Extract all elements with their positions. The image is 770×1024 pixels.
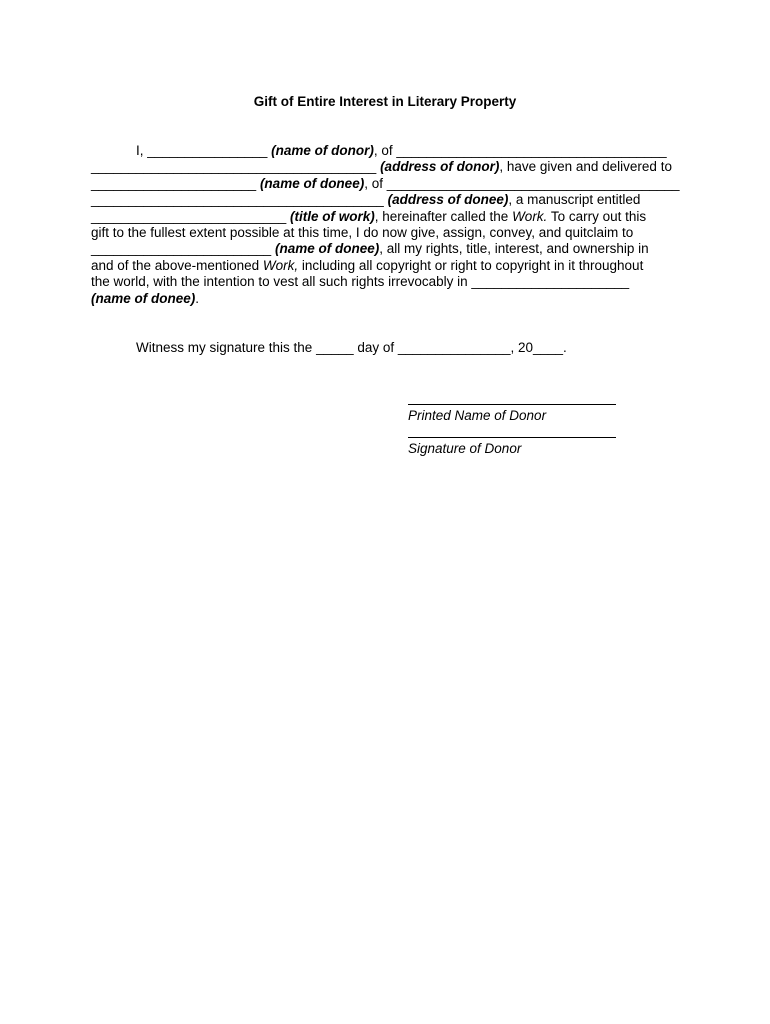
paragraph-text: and of the above-mentioned — [91, 257, 263, 273]
donee-name-label-2: (name of donee) — [274, 241, 380, 257]
donee-name-label-3: (name of donee) — [91, 290, 196, 306]
paragraph-line-9: the world, with the intention to vest all such rights irrevocably in _____________________ — [91, 274, 630, 290]
paragraph-text: , a manuscript entitled — [508, 192, 641, 208]
paragraph-line-6: gift to the fullest extent possible at this time, I do now give, assign, convey, and quitclaim to — [91, 225, 634, 241]
donee-name-blank-2: ________________________ — [91, 241, 275, 257]
paragraph-line-2 — [91, 159, 691, 175]
paragraph-text: , all my rights, title, interest, and ownership in — [379, 241, 649, 257]
printed-name-label: Printed Name of Donor — [408, 408, 547, 423]
paragraph-line-1 — [91, 143, 691, 159]
donee-name-blank: ______________________ — [91, 175, 260, 191]
paragraph-line-3 — [91, 176, 691, 192]
paragraph-line-7 — [91, 241, 691, 257]
signature-block — [408, 437, 616, 457]
paragraph-text: including all copyright or right to copyright in it throughout — [298, 257, 644, 273]
gift-paragraph — [91, 143, 691, 307]
document-title: Gift of Entire Interest in Literary Property — [253, 94, 517, 109]
work-term-2: Work, — [262, 257, 299, 273]
paragraph-line-8 — [91, 258, 691, 274]
paragraph-text: To carry out this — [547, 208, 647, 224]
donor-name-label: (name of donor) — [271, 143, 374, 158]
work-title-label: (title of work) — [289, 208, 375, 224]
donor-address-label: (address of donor) — [380, 159, 500, 175]
donee-address-label: (address of donee) — [387, 192, 509, 208]
witness-line: Witness my signature this the _____ day of _______________, 20____. — [136, 340, 567, 355]
work-term: Work. — [512, 208, 548, 224]
paragraph-text: , have given and delivered to — [499, 159, 672, 175]
paragraph-end: . — [195, 290, 200, 306]
donor-address-blank: , of ____________________________________ — [373, 143, 667, 158]
donee-name-label: (name of donee) — [259, 175, 365, 191]
signature-line[interactable] — [408, 437, 616, 438]
paragraph-line-5 — [91, 209, 691, 225]
donor-address-blank-cont: ______________________________________ — [91, 159, 381, 175]
donee-address-blank-cont: _______________________________________ — [91, 192, 388, 208]
paragraph-text: , hereinafter called the — [374, 208, 513, 224]
printed-name-block — [408, 404, 616, 424]
signature-label: Signature of Donor — [408, 441, 522, 456]
paragraph-line-10 — [91, 291, 691, 307]
donor-name-blank: I, ________________ — [136, 143, 272, 158]
donee-address-blank: , of _______________________________________ — [364, 175, 680, 191]
work-title-blank: __________________________ — [91, 208, 290, 224]
paragraph-line-4 — [91, 192, 691, 208]
printed-name-line[interactable] — [408, 404, 616, 405]
